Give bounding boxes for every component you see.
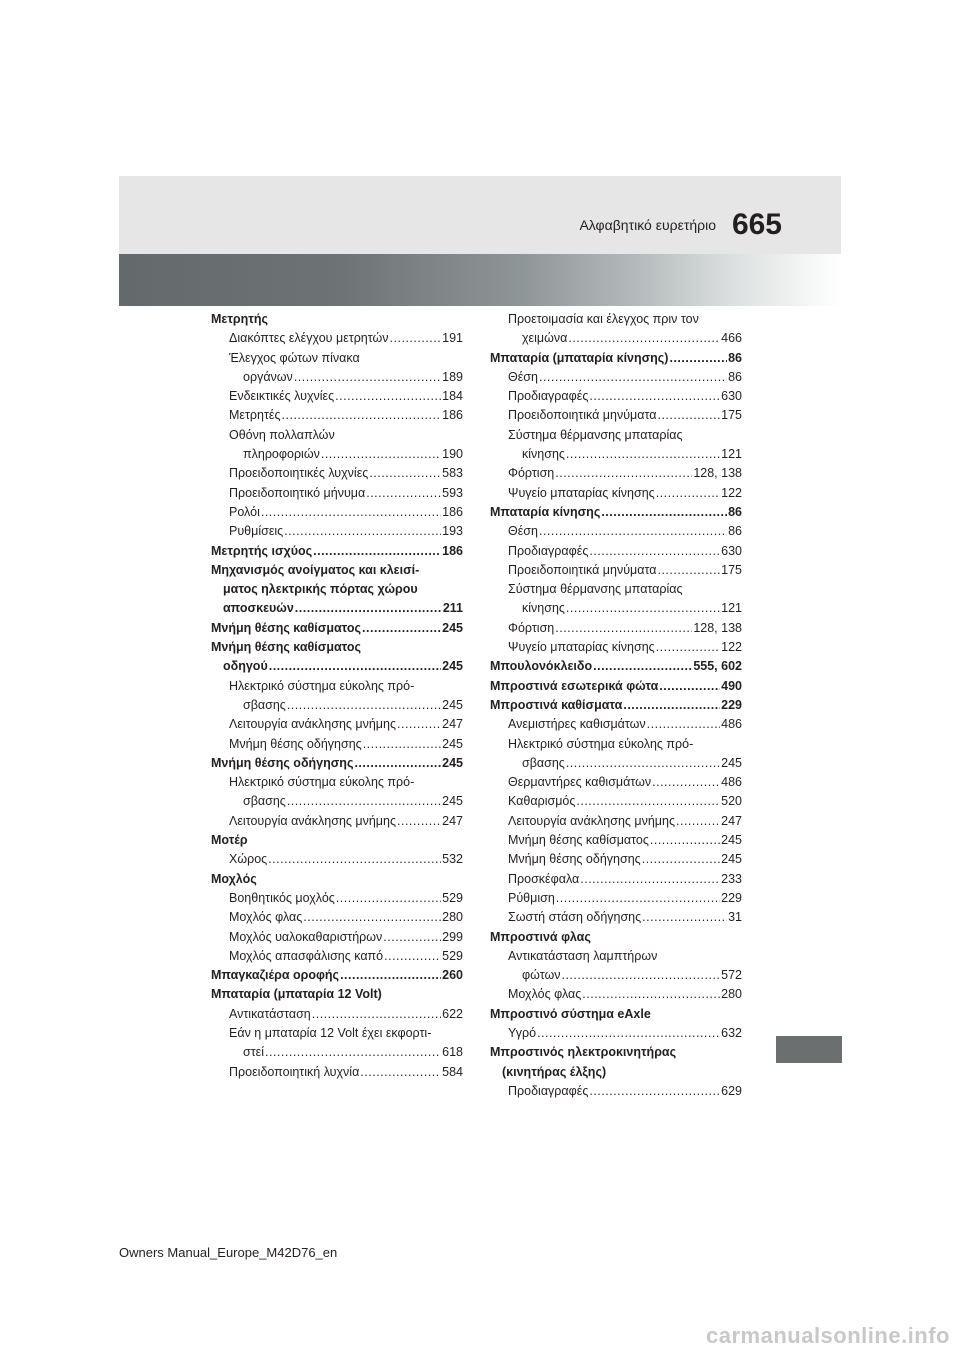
index-entry-term: Προειδοποιητικά μηνύματα: [508, 408, 657, 423]
index-entry-page: 555, 602: [693, 659, 742, 674]
index-entry: [211, 792, 463, 811]
index-entry-term: Προειδοποιητικό μήνυμα: [229, 485, 366, 500]
index-entry-term: Προδιαγραφές: [508, 389, 589, 404]
index-entry-page: 629: [721, 1083, 742, 1098]
dot-leader: [269, 657, 441, 676]
index-entry-page: 229: [721, 697, 742, 712]
dot-leader: [555, 464, 692, 483]
index-entry-page: 486: [721, 775, 742, 790]
index-entry-term: Λειτουργία ανάκλησης μνήμης: [229, 813, 396, 828]
index-entry-page: 486: [721, 717, 742, 732]
index-entry: [490, 831, 742, 850]
index-entry-term: ματος ηλεκτρικής πόρτας χώρου: [223, 582, 418, 597]
index-entry-term: Φόρτιση: [508, 466, 555, 481]
index-entry: [490, 1005, 742, 1024]
chapter-side-tab: [776, 1036, 842, 1063]
dot-leader: [593, 657, 692, 676]
index-entry-term: Μνήμη θέσης οδήγησης: [508, 852, 641, 867]
index-entry-page: 245: [442, 794, 463, 809]
index-entry-page: 189: [442, 369, 463, 384]
index-entry-term: Μηχανισμός ανοίγματος και κλεισί-: [211, 562, 420, 577]
dot-leader: [656, 638, 720, 657]
dot-leader: [287, 792, 441, 811]
index-entry-term: Οθόνη πολλαπλών: [229, 427, 335, 442]
dot-leader: [556, 889, 720, 908]
index-entry: [490, 966, 742, 985]
index-entry-term: Μετρητής: [211, 312, 269, 326]
dot-leader: [642, 908, 727, 927]
dot-leader: [623, 696, 720, 715]
index-entry-term: σβασης: [522, 755, 565, 770]
index-entry: [490, 850, 742, 869]
index-entry-page: 532: [442, 852, 463, 867]
index-entry-term: στεί: [243, 1045, 265, 1060]
index-entry: [490, 754, 742, 773]
index-entry: [490, 696, 742, 715]
index-entry: [211, 599, 463, 618]
index-entry-term: Βοηθητικός μοχλός: [229, 890, 335, 905]
index-entry-term: Ηλεκτρικό σύστημα εύκολης πρό-: [508, 736, 694, 751]
index-entry-term: φώτων: [522, 968, 561, 983]
index-entry-term: Ψυγείο μπαταρίας κίνησης: [508, 640, 655, 655]
index-entry-page: 299: [442, 929, 463, 944]
index-entry-page: 86: [728, 350, 742, 365]
index-entry-term: Προειδοποιητικά μηνύματα: [508, 562, 657, 577]
index-entry: [211, 696, 463, 715]
index-entry: [490, 638, 742, 657]
index-entry-term: Μπροστινά εσωτερικά φώτα: [490, 678, 659, 693]
index-entry-term: Θέση: [508, 369, 538, 384]
dot-leader: [539, 368, 727, 387]
index-entry-term: Μοτέρ: [211, 833, 248, 848]
dot-leader: [294, 368, 441, 387]
index-entry-term: Διακόπτες ελέγχου μετρητών: [229, 331, 389, 346]
index-entry-page: 233: [721, 871, 742, 886]
index-entry: [211, 677, 463, 696]
header-gradient-bar: [119, 254, 841, 306]
index-entry-page: 622: [442, 1006, 463, 1021]
index-entry-term: Μετρητής ισχύος: [211, 543, 313, 558]
index-entry: [211, 1043, 463, 1062]
index-entry-page: 247: [721, 813, 742, 828]
index-entry-page: 229: [721, 890, 742, 905]
index-entry-term: σβασης: [243, 794, 286, 809]
index-entry-term: Λειτουργία ανάκλησης μνήμης: [229, 717, 396, 732]
index-entry-term: Μετρητές: [229, 408, 281, 423]
dot-leader: [369, 464, 441, 483]
index-entry: [211, 522, 463, 541]
index-entry-term: Ηλεκτρικό σύστημα εύκολης πρό-: [229, 678, 415, 693]
index-entry: [211, 966, 463, 985]
index-entry: [490, 1024, 742, 1043]
index-entry-term: Μπροστινά φλας: [490, 929, 591, 944]
index-entry-page: 245: [442, 697, 463, 712]
index-entry: [490, 503, 742, 522]
index-entry-term: Μοχλός: [211, 871, 257, 886]
dot-leader: [561, 966, 720, 985]
index-column-left: [211, 310, 463, 1082]
index-entry-page: 175: [721, 408, 742, 423]
index-entry-term: Μνήμη θέσης οδήγησης: [211, 755, 354, 770]
index-entry: [211, 908, 463, 927]
index-entry-page: 128, 138: [693, 620, 742, 635]
dot-leader: [295, 599, 442, 618]
index-entry-term: Σωστή στάση οδήγησης: [508, 910, 642, 925]
index-entry: [211, 1063, 463, 1082]
index-entry-page: 186: [442, 543, 463, 558]
index-entry: [490, 561, 742, 580]
index-entry: [211, 329, 463, 348]
index-entry: [490, 464, 742, 483]
index-entry: [490, 792, 742, 811]
index-entry-page: 186: [442, 408, 463, 423]
index-entry-term: Μπροστινά καθίσματα: [490, 697, 623, 712]
dot-leader: [340, 966, 441, 985]
index-entry-page: 630: [721, 543, 742, 558]
index-entry-page: 86: [728, 369, 742, 384]
dot-leader: [335, 387, 441, 406]
dot-leader: [268, 850, 441, 869]
index-entry-term: Έλεγχος φώτων πίνακα: [229, 350, 360, 365]
index-entry: [211, 850, 463, 869]
dot-leader: [321, 445, 441, 464]
dot-leader: [537, 1024, 720, 1043]
dot-leader: [383, 928, 441, 947]
index-entry-term: Ψυγείο μπαταρίας κίνησης: [508, 485, 655, 500]
index-entry: [211, 638, 463, 657]
index-entry-page: 122: [721, 485, 742, 500]
dot-leader: [303, 908, 441, 927]
index-entry: [490, 889, 742, 908]
dot-leader: [656, 484, 720, 503]
dot-leader: [539, 522, 727, 541]
dot-leader: [580, 870, 720, 889]
index-entry: [211, 464, 463, 483]
index-entry-page: 529: [442, 948, 463, 963]
index-entry: [211, 773, 463, 792]
index-entry-term: Μπαγκαζιέρα οροφής: [211, 968, 340, 983]
index-entry: [211, 657, 463, 676]
index-entry: [490, 1043, 742, 1062]
index-entry: [490, 349, 742, 368]
index-entry-term: Χώρος: [229, 852, 268, 867]
index-entry-page: 175: [721, 562, 742, 577]
index-entry: [211, 561, 463, 580]
index-entry-term: αποσκευών: [223, 601, 294, 616]
section-title: Αλφαβητικό ευρετήριο: [579, 217, 716, 233]
dot-leader: [566, 754, 720, 773]
dot-leader: [555, 619, 692, 638]
index-entry-page: 245: [721, 755, 742, 770]
index-entry: [490, 445, 742, 464]
dot-leader: [397, 715, 441, 734]
index-entry: [211, 831, 463, 850]
index-entry: [490, 522, 742, 541]
index-entry-page: 593: [442, 485, 463, 500]
index-entry: [211, 445, 463, 464]
index-entry: [211, 928, 463, 947]
index-entry-term: Προειδοποιητική λυχνία: [229, 1064, 360, 1079]
index-entry: [211, 542, 463, 561]
index-entry-page: 280: [442, 910, 463, 925]
index-entry: [490, 715, 742, 734]
index-entry-page: 31: [728, 910, 742, 925]
index-entry: [211, 426, 463, 445]
index-entry-term: Αντικατάσταση λαμπτήρων: [508, 948, 658, 963]
index-column-right: [490, 310, 742, 1101]
index-entry-page: 245: [442, 620, 463, 635]
index-entry: [211, 484, 463, 503]
dot-leader: [384, 947, 441, 966]
index-entry-term: Αντικατάσταση: [229, 1006, 311, 1021]
index-entry: [211, 812, 463, 831]
dot-leader: [284, 522, 441, 541]
dot-leader: [676, 812, 720, 831]
index-entry-page: 260: [442, 968, 463, 983]
index-entry: [211, 870, 463, 889]
index-entry-term: Προσκέφαλα: [508, 871, 580, 886]
index-entry-term: (κινητήρας έλξης): [502, 1064, 607, 1079]
index-entry-term: Θερμαντήρες καθισμάτων: [508, 775, 652, 790]
index-entry-page: 186: [442, 504, 463, 519]
index-entry-page: 184: [442, 389, 463, 404]
dot-leader: [589, 1082, 720, 1101]
index-entry: [490, 406, 742, 425]
index-entry-page: 190: [442, 447, 463, 462]
dot-leader: [366, 484, 441, 503]
index-entry: [490, 735, 742, 754]
index-entry-term: Ανεμιστήρες καθισμάτων: [508, 717, 646, 732]
index-entry-term: σβασης: [243, 697, 286, 712]
index-entry: [490, 908, 742, 927]
index-entry: [490, 310, 742, 329]
index-entry: [490, 1063, 742, 1082]
index-entry-term: Ηλεκτρικό σύστημα εύκολης πρό-: [229, 775, 415, 790]
index-entry-term: Λειτουργία ανάκλησης μνήμης: [508, 813, 675, 828]
dot-leader: [582, 985, 720, 1004]
index-entry-term: Καθαρισμός: [508, 794, 576, 809]
index-entry: [490, 368, 742, 387]
index-entry: [211, 985, 463, 1004]
index-entry-term: Μοχλός υαλοκαθαριστήρων: [229, 929, 383, 944]
index-entry: [211, 406, 463, 425]
dot-leader: [261, 503, 441, 522]
index-entry: [211, 1024, 463, 1043]
index-entry: [490, 387, 742, 406]
dot-leader: [390, 329, 442, 348]
index-entry: [490, 947, 742, 966]
index-entry-page: 86: [728, 504, 742, 519]
index-entry-page: 245: [721, 852, 742, 867]
dot-leader: [566, 599, 720, 618]
index-entry-page: 211: [442, 601, 463, 616]
index-entry-page: 632: [721, 1025, 742, 1040]
index-entry-page: 529: [442, 890, 463, 905]
dot-leader: [360, 1063, 441, 1082]
index-entry: [490, 599, 742, 618]
index-entry: [211, 580, 463, 599]
index-entry: [211, 715, 463, 734]
dot-leader: [669, 349, 727, 368]
index-entry-term: Προδιαγραφές: [508, 1083, 589, 1098]
footer-text: Owners Manual_Europe_M42D76_en: [119, 1245, 338, 1260]
index-entry-page: 583: [442, 466, 463, 481]
dot-leader: [397, 812, 441, 831]
index-entry-term: πληροφοριών: [243, 447, 320, 462]
dot-leader: [566, 445, 720, 464]
watermark: carmanualsonline.info: [706, 1323, 950, 1348]
index-entry-page: 490: [721, 678, 742, 693]
index-entry-term: κίνησης: [522, 601, 565, 616]
dot-leader: [659, 677, 720, 696]
dot-leader: [312, 1005, 441, 1024]
index-entry-page: 584: [442, 1064, 463, 1079]
index-entry: [490, 812, 742, 831]
index-entry-page: 193: [442, 524, 463, 539]
index-entry-term: Μνήμη θέσης οδήγησης: [229, 736, 362, 751]
index-entry: [490, 773, 742, 792]
index-entry-term: Σύστημα θέρμανσης μπαταρίας: [508, 582, 683, 597]
index-entry-page: 572: [721, 968, 742, 983]
index-entry-term: Μοχλός απασφάλισης καπό: [229, 948, 384, 963]
dot-leader: [568, 329, 720, 348]
index-entry-term: Μνήμη θέσης καθίσματος: [211, 620, 362, 635]
index-entry-page: 121: [721, 601, 742, 616]
index-entry: [211, 503, 463, 522]
index-entry-page: 245: [721, 833, 742, 848]
index-entry-term: Μπαταρία κίνησης: [490, 504, 601, 519]
index-entry-page: 630: [721, 389, 742, 404]
index-entry: [490, 677, 742, 696]
index-entry-term: Ρύθμιση: [508, 890, 555, 905]
page-number: 665: [731, 208, 782, 241]
dot-leader: [576, 792, 720, 811]
index-entry-term: Φόρτιση: [508, 620, 555, 635]
dot-leader: [601, 503, 727, 522]
index-entry: [211, 368, 463, 387]
index-entry-term: Μοχλός φλας: [508, 987, 582, 1002]
index-entry: [490, 484, 742, 503]
index-entry-term: Ρυθμίσεις: [229, 524, 284, 539]
index-entry: [211, 1005, 463, 1024]
index-entry: [211, 889, 463, 908]
index-entry-page: 128, 138: [693, 466, 742, 481]
index-entry-term: Εάν η μπαταρία 12 Volt έχει εκφορτι-: [229, 1025, 432, 1040]
index-entry: [490, 985, 742, 1004]
index-entry-page: 122: [721, 640, 742, 655]
index-entry-term: Μνήμη θέσης καθίσματος: [508, 833, 649, 848]
index-entry-term: Μπροστινό σύστημα eAxle: [490, 1006, 651, 1021]
index-entry: [211, 349, 463, 368]
index-entry-page: 191: [442, 331, 463, 346]
index-entry: [211, 947, 463, 966]
dot-leader: [642, 850, 720, 869]
index-entry-page: 247: [442, 813, 463, 828]
index-entry-term: χειμώνα: [522, 331, 568, 346]
index-entry-page: 245: [442, 659, 463, 674]
index-entry-page: 86: [728, 524, 742, 539]
dot-leader: [652, 773, 720, 792]
dot-leader: [657, 561, 720, 580]
index-entry-page: 466: [721, 331, 742, 346]
index-entry-term: κίνησης: [522, 447, 565, 462]
dot-leader: [589, 387, 720, 406]
dot-leader: [363, 735, 441, 754]
index-entry: [211, 310, 463, 329]
index-entry-page: 618: [442, 1045, 463, 1060]
index-entry-term: Μπουλονόκλειδο: [490, 659, 593, 674]
index-entry: [490, 928, 742, 947]
index-entry-term: Προετοιμασία και έλεγχος πριν τον: [508, 312, 699, 326]
dot-leader: [589, 542, 720, 561]
index-entry-term: Σύστημα θέρμανσης μπαταρίας: [508, 427, 683, 442]
dot-leader: [362, 619, 441, 638]
index-entry: [211, 387, 463, 406]
index-entry-page: 520: [721, 794, 742, 809]
dot-leader: [282, 406, 442, 425]
index-entry-term: οδηγού: [223, 659, 268, 674]
index-entry: [211, 754, 463, 773]
dot-leader: [657, 406, 720, 425]
index-entry: [211, 735, 463, 754]
index-entry: [490, 1082, 742, 1101]
index-entry-term: Θέση: [508, 524, 538, 539]
dot-leader: [650, 831, 720, 850]
dot-leader: [336, 889, 441, 908]
index-entry-term: Προειδοποιητικές λυχνίες: [229, 466, 369, 481]
index-entry-term: Προδιαγραφές: [508, 543, 589, 558]
index-entry-page: 245: [442, 736, 463, 751]
index-entry-page: 121: [721, 447, 742, 462]
index-entry: [211, 619, 463, 638]
index-entry-term: Ρολόι: [229, 504, 260, 519]
index-entry-page: 280: [721, 987, 742, 1002]
index-entry-term: Ενδεικτικές λυχνίες: [229, 389, 335, 404]
dot-leader: [647, 715, 720, 734]
index-entry-term: Μπροστινός ηλεκτροκινητήρας: [490, 1045, 677, 1060]
index-entry-term: Μοχλός φλας: [229, 910, 303, 925]
dot-leader: [287, 696, 441, 715]
index-entry: [490, 580, 742, 599]
index-entry-term: οργάνων: [243, 369, 293, 384]
index-entry-page: 245: [442, 755, 463, 770]
index-entry-term: Μνήμη θέσης καθίσματος: [211, 640, 362, 655]
dot-leader: [265, 1043, 441, 1062]
index-entry: [490, 657, 742, 676]
index-entry: [490, 619, 742, 638]
index-entry: [490, 870, 742, 889]
index-entry: [490, 542, 742, 561]
index-entry: [490, 329, 742, 348]
dot-leader: [354, 754, 441, 773]
index-entry: [490, 426, 742, 445]
index-entry-page: 247: [442, 717, 463, 732]
index-entry-term: Υγρό: [508, 1025, 537, 1040]
index-entry-term: Μπαταρία (μπαταρία 12 Volt): [211, 987, 382, 1002]
index-entry-term: Μπαταρία (μπαταρία κίνησης): [490, 350, 669, 365]
dot-leader: [313, 542, 441, 561]
